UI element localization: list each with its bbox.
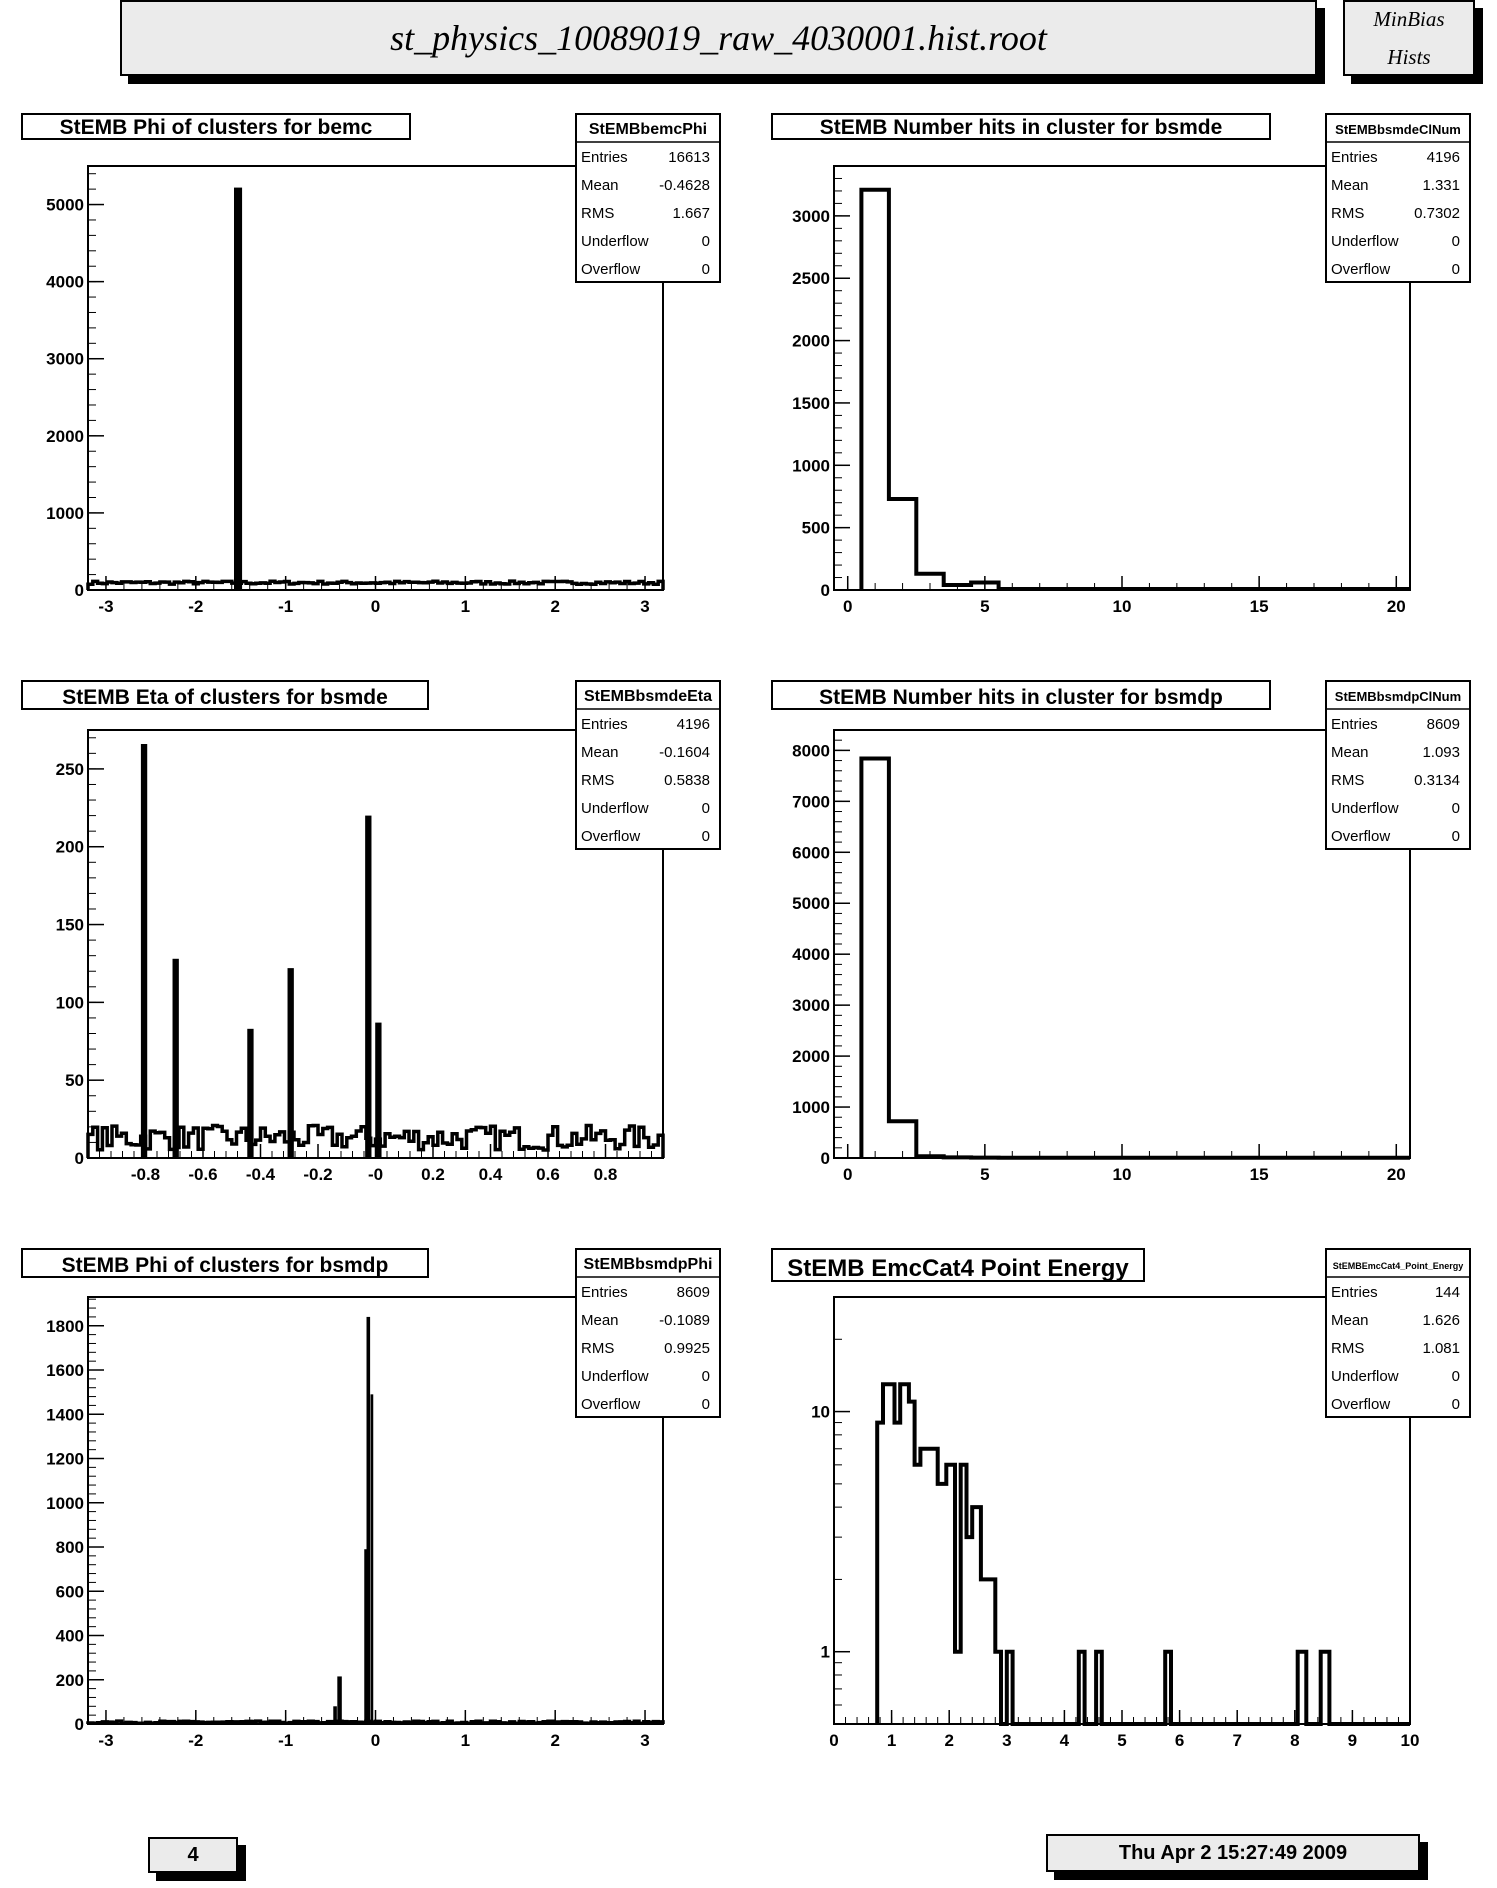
plot-title: StEMB Eta of clusters for bsmde [62,686,388,709]
stats-box [1326,681,1470,849]
stats-label: RMS [581,772,615,789]
y-tick-label: 2000 [46,426,84,446]
y-tick-label: 3000 [46,349,84,369]
histogram-bin-5 [365,816,371,1158]
stats-value: 1.081 [1422,1340,1460,1357]
x-tick-label: -1 [278,1731,294,1750]
stats-value: 8609 [1426,716,1460,733]
y-tick-label: 2000 [792,1047,830,1067]
stats-name: StEMBbsmdpPhi [583,1256,713,1273]
stats-box [576,1249,720,1417]
stats-value: 0 [701,828,710,845]
stats-value: 0 [1451,828,1460,845]
stats-value: 0 [1451,800,1460,817]
x-tick-label: 2 [550,597,560,616]
page-number: 4 [148,1837,238,1873]
stats-value: 0 [701,261,710,278]
y-tick-label: 3000 [792,996,830,1016]
stats-label: Overflow [581,261,641,278]
x-tick-label: 15 [1249,597,1269,616]
x-tick-label: -0 [367,1165,384,1184]
stats-value: 1.626 [1422,1312,1460,1329]
x-tick-label: 4 [1059,1731,1070,1750]
x-tick-label: 1 [460,597,471,616]
x-tick-label: -0.6 [188,1165,218,1184]
x-tick-label: 1 [886,1731,897,1750]
stats-label: Underflow [1331,800,1399,817]
stats-name: StEMBbsmdeEta [583,688,713,705]
stats-label: Entries [581,149,628,166]
histogram-bin-4 [367,1317,371,1724]
y-tick-label: 0 [74,1715,84,1734]
stats-label: Mean [1331,177,1369,194]
y-tick-label: 1500 [792,393,830,413]
page-title: st_physics_10089019_raw_4030001.hist.root [120,0,1317,76]
x-tick-label: 15 [1249,1165,1269,1184]
stats-value: 0.3134 [1414,772,1460,789]
stats-name: StEMBbsmdeClNum [1335,122,1461,137]
x-tick-label: -1 [278,597,294,616]
y-tick-label: 500 [801,518,830,538]
histogram-bin-3 [247,1029,253,1158]
corner-label-line2: Hists [1387,45,1431,69]
stats-label: Entries [581,716,628,733]
y-tick-label: 250 [55,759,84,779]
x-tick-label: 0.8 [593,1165,618,1184]
x-tick-label: 0 [842,597,853,616]
stats-value: 8609 [676,1284,710,1301]
stats-value: 16613 [668,149,710,166]
x-tick-label: -0.8 [130,1165,161,1184]
stats-name: StEMBbemcPhi [588,121,708,138]
y-tick-label: 0 [74,1149,84,1168]
y-tick-label: 1000 [792,456,830,476]
x-tick-label: 10 [1400,1731,1420,1750]
y-tick-label: 2000 [792,331,830,351]
x-tick-label: 0.2 [421,1165,445,1184]
stats-label: Underflow [581,233,649,250]
y-tick-label: 4000 [46,272,84,292]
stats-label: Overflow [1331,261,1391,278]
stats-value: 0 [701,233,710,250]
x-tick-label: 5 [1117,1731,1127,1750]
x-tick-label: 7 [1232,1731,1242,1750]
x-tick-label: 0.4 [478,1165,503,1184]
y-tick-label: 150 [55,915,84,935]
y-tick-label: 6000 [792,843,830,863]
x-tick-label: 0 [829,1731,839,1750]
stats-value: 0 [1451,233,1460,250]
histogram-panel-2 [772,114,1470,616]
y-tick-label: 1 [820,1642,830,1662]
x-tick-label: 0.6 [536,1165,560,1184]
x-tick-label: 3 [640,1731,650,1750]
stats-name: StEMBbsmdpClNum [1334,689,1462,704]
stats-label: Entries [1331,716,1378,733]
histogram-bin-6 [375,1023,381,1158]
y-tick-label: 8000 [792,741,830,761]
y-tick-label: 1400 [46,1405,84,1425]
stats-label: Mean [581,1312,619,1329]
y-tick-label: 1600 [46,1361,84,1381]
x-tick-label: -0.4 [245,1165,276,1184]
y-tick-label: 1200 [46,1449,84,1469]
stats-label: RMS [581,205,615,222]
y-tick-label: 7000 [792,792,830,812]
stats-label: Underflow [581,1368,649,1385]
x-tick-label: 9 [1347,1731,1358,1750]
timestamp: Thu Apr 2 15:27:49 2009 [1046,1834,1420,1872]
stats-box [1326,114,1470,282]
stats-label: RMS [581,1340,615,1357]
x-tick-label: 20 [1386,1165,1406,1184]
x-tick-label: -3 [98,1731,114,1750]
histogram-bin-2 [337,1676,341,1724]
stats-label: Underflow [1331,1368,1399,1385]
stats-value: 0 [1451,261,1460,278]
y-tick-label: 50 [65,1071,84,1091]
y-tick-label: 1000 [792,1098,830,1118]
stats-value: 0 [701,1368,710,1385]
corner-label-line1: MinBias [1373,7,1445,31]
plot-frame [834,1297,1410,1724]
histogram-outline [877,1384,1410,1724]
stats-value: 0 [701,800,710,817]
stats-value: -0.4628 [659,177,710,194]
plot-title: StEMB Phi of clusters for bemc [59,116,373,139]
x-tick-label: -0.2 [303,1165,333,1184]
x-tick-label: -2 [188,1731,204,1750]
x-tick-label: 3 [1002,1731,1012,1750]
x-tick-label: 6 [1174,1731,1185,1750]
histogram-panel-3 [22,681,720,1184]
plot-title: StEMB Number hits in cluster for bsmde [819,116,1223,139]
histogram-panel-6 [772,1249,1470,1750]
histogram-bin-2 [173,959,179,1158]
stats-box [576,114,720,282]
y-tick-label: 3000 [792,206,830,226]
y-tick-label: 0 [820,1149,830,1168]
y-tick-label: 1000 [46,1493,84,1513]
stats-value: 0.5838 [664,772,710,789]
stats-value: -0.1604 [659,744,710,761]
y-tick-label: 1000 [46,503,84,523]
stats-label: Overflow [581,828,641,845]
y-tick-label: 100 [55,993,84,1013]
y-tick-label: 200 [55,837,84,857]
stats-value: 0 [1451,1396,1460,1413]
x-tick-label: 10 [1112,597,1132,616]
histogram-panel-1 [22,114,720,616]
y-tick-label: 10 [811,1402,830,1422]
histogram-bin-5 [371,1394,374,1724]
x-tick-label: 1 [460,1731,471,1750]
x-tick-label: 20 [1386,597,1406,616]
stats-label: Overflow [1331,1396,1391,1413]
y-tick-label: 5000 [792,894,830,914]
stats-value: 0 [701,1396,710,1413]
stats-value: -0.1089 [659,1312,710,1329]
stats-label: Entries [581,1284,628,1301]
y-tick-label: 2500 [792,269,830,289]
stats-value: 1.667 [672,205,710,222]
x-tick-label: 5 [980,1165,990,1184]
y-tick-label: 600 [55,1582,84,1602]
x-tick-label: 3 [640,597,650,616]
stats-label: RMS [1331,205,1365,222]
y-tick-label: 800 [55,1538,84,1558]
plot-frame [834,166,1410,590]
y-tick-label: 0 [74,581,84,600]
stats-label: Mean [1331,1312,1369,1329]
stats-label: Overflow [581,1396,641,1413]
stats-value: 4196 [1426,149,1460,166]
stats-label: Overflow [1331,828,1391,845]
stats-label: Underflow [581,800,649,817]
x-tick-label: 10 [1112,1165,1132,1184]
x-tick-label: 8 [1290,1731,1300,1750]
y-tick-label: 400 [55,1626,84,1646]
histogram-bin-1 [333,1706,337,1724]
histogram-panel-4 [772,681,1470,1184]
stats-name: StEMBEmcCat4_Point_Energy [1332,1261,1464,1271]
y-tick-label: 200 [55,1670,84,1690]
stats-value: 0.9925 [664,1340,710,1357]
y-tick-label: 1800 [46,1316,84,1336]
x-tick-label: 0 [370,597,381,616]
stats-label: RMS [1331,772,1365,789]
x-tick-label: 0 [370,1731,381,1750]
stats-label: Underflow [1331,233,1399,250]
x-tick-label: 0 [842,1165,853,1184]
histogram-bin-4 [288,968,294,1158]
stats-box [576,681,720,849]
histogram-panel-5 [22,1249,720,1750]
stats-value: 4196 [676,716,710,733]
histogram-bin-1 [234,188,242,590]
stats-label: Mean [1331,744,1369,761]
stats-value: 1.093 [1422,744,1460,761]
stats-value: 0 [1451,1368,1460,1385]
x-tick-label: 5 [980,597,990,616]
y-tick-label: 0 [820,581,830,600]
plot-title: StEMB Phi of clusters for bsmdp [61,1254,389,1277]
y-tick-label: 4000 [792,945,830,965]
stats-label: Entries [1331,149,1378,166]
stats-label: Entries [1331,1284,1378,1301]
stats-label: RMS [1331,1340,1365,1357]
stats-box [1326,1249,1470,1417]
x-tick-label: -3 [98,597,114,616]
x-tick-label: -2 [188,597,204,616]
stats-value: 1.331 [1422,177,1460,194]
stats-value: 0.7302 [1414,205,1460,222]
stats-label: Mean [581,177,619,194]
plot-title: StEMB Number hits in cluster for bsmdp [819,686,1223,709]
histogram-bin-1 [141,744,147,1158]
x-tick-label: 2 [550,1731,560,1750]
plot-frame [834,730,1410,1158]
y-tick-label: 5000 [46,195,84,215]
stats-value: 144 [1434,1284,1460,1301]
stats-label: Mean [581,744,619,761]
x-tick-label: 2 [944,1731,954,1750]
plot-title: StEMB EmcCat4 Point Energy [787,1255,1129,1282]
